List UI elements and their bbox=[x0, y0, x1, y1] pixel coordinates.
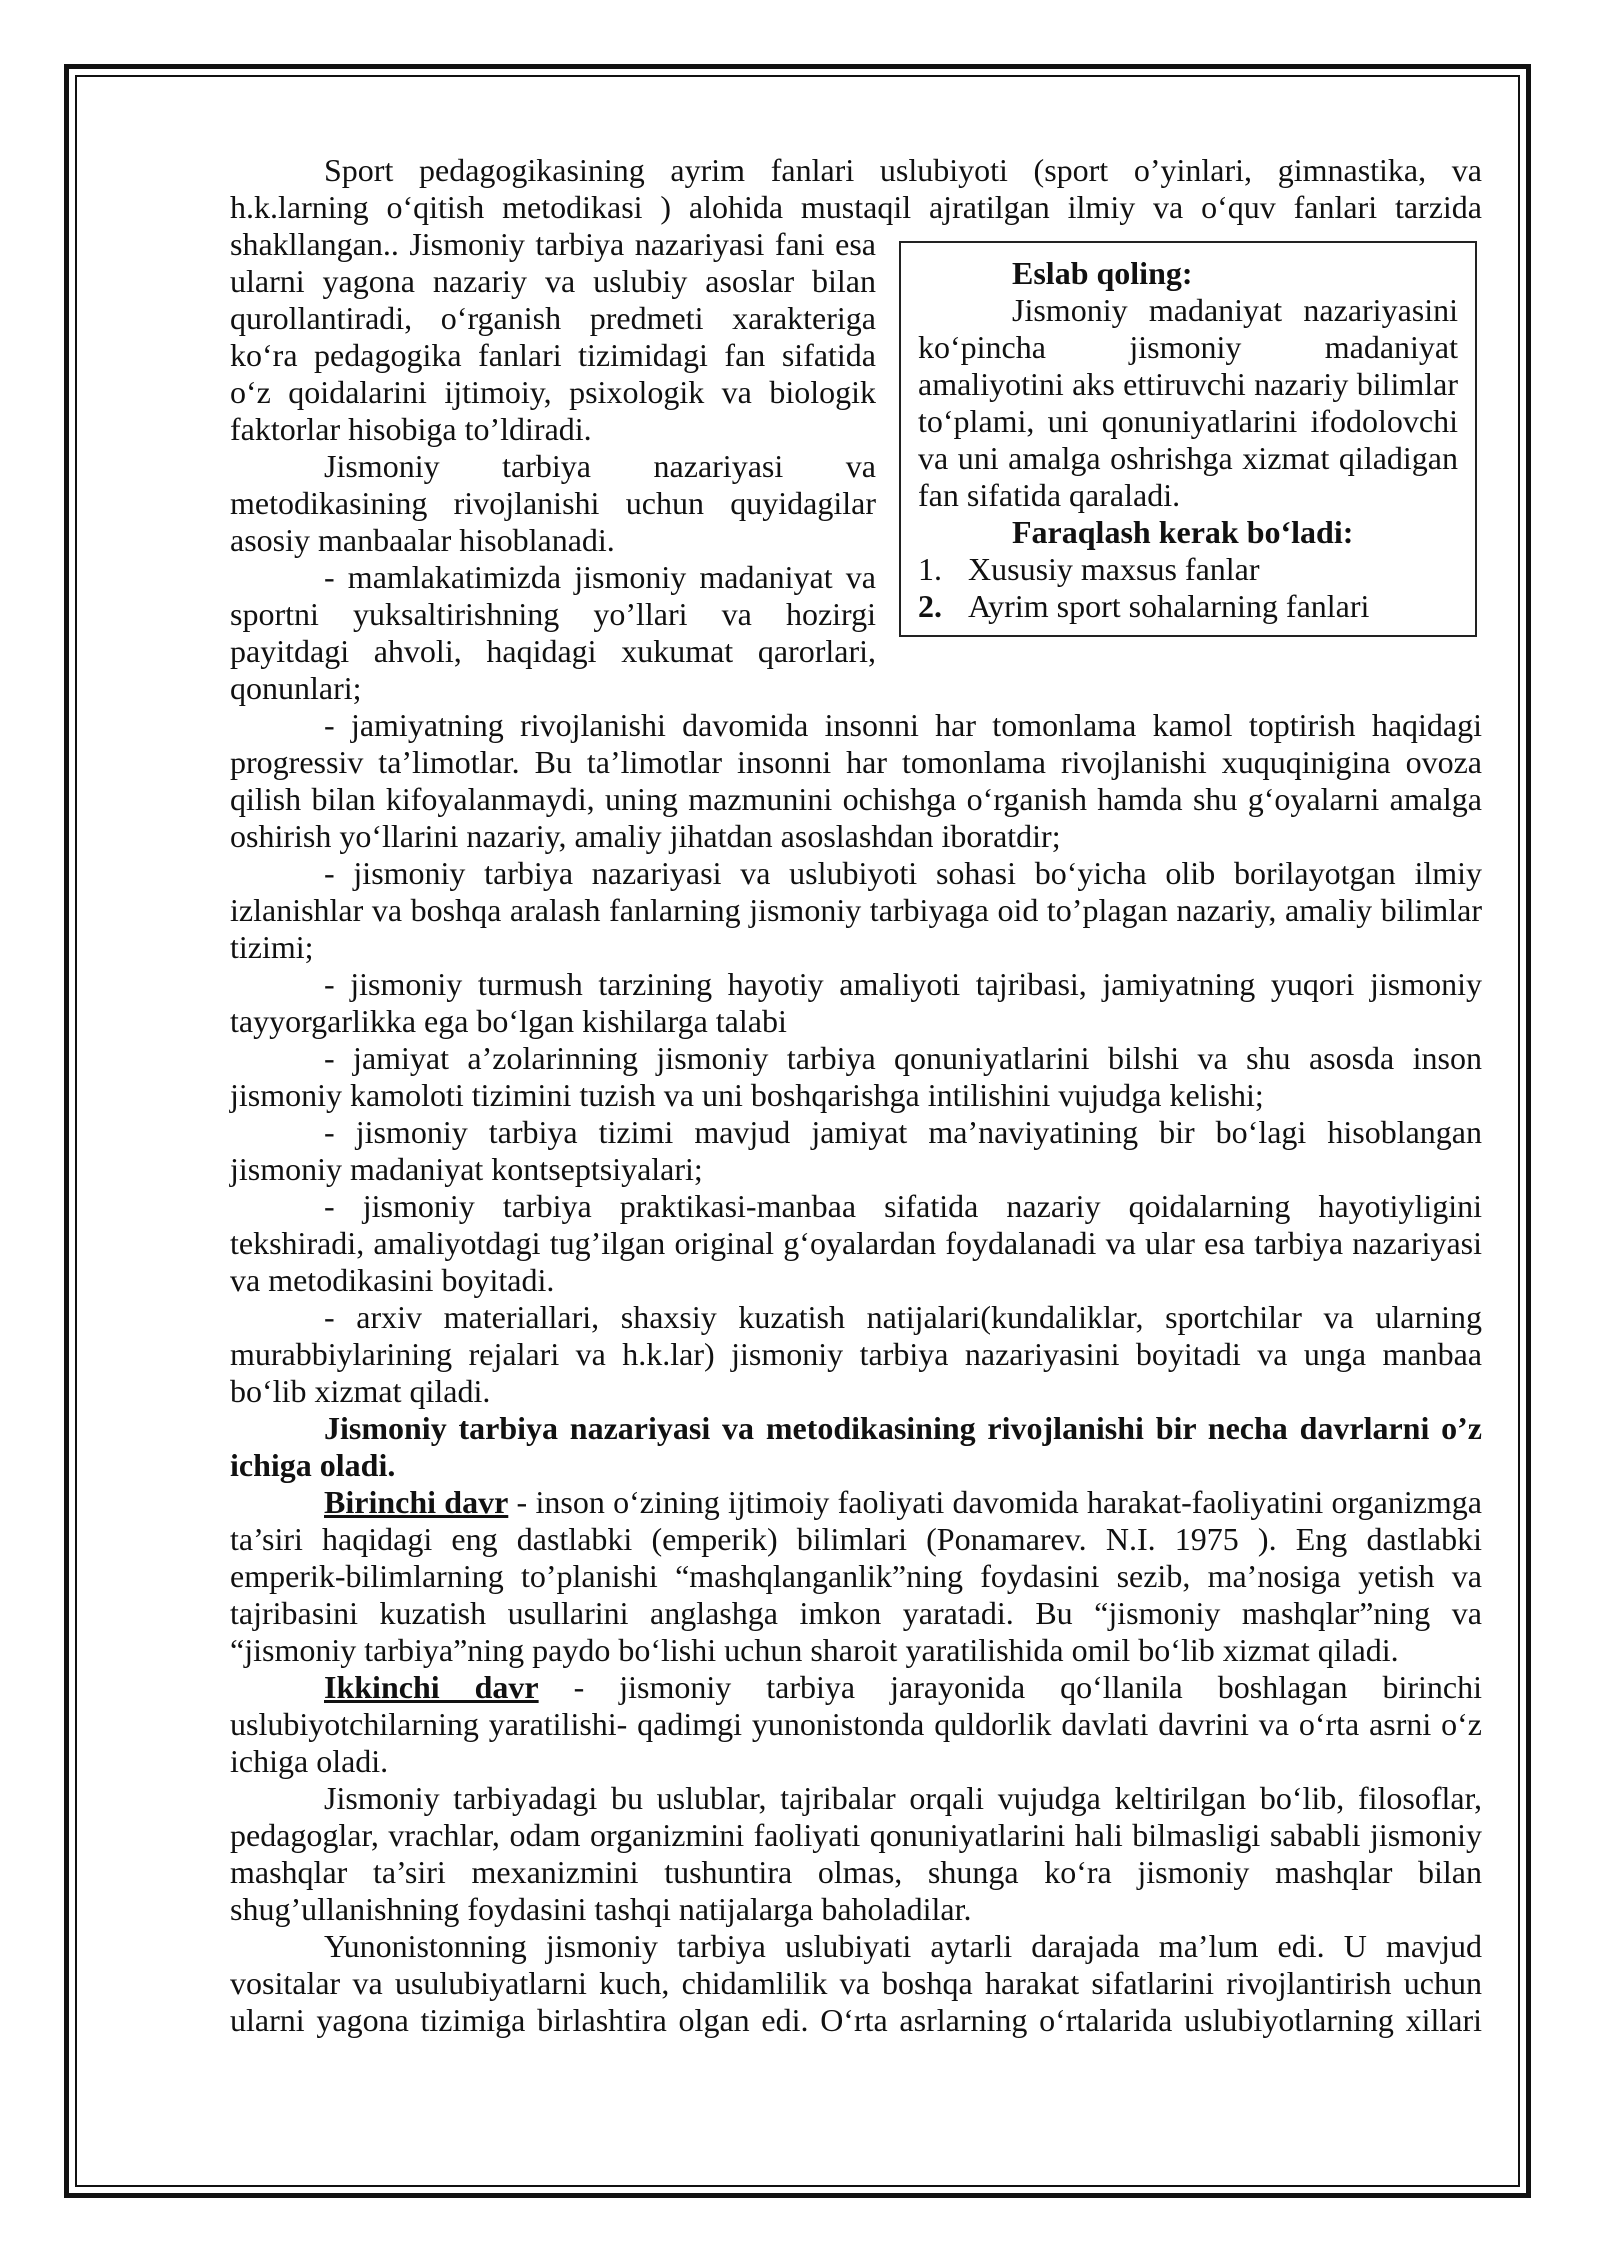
source-list-item: - jismoniy tarbiya praktikasi-manbaa sifatida nazariy qoidalarning hayotiyligini tekshiradi, amaliyotdagi tug’ilgan original g‘oyalardan foydalanadi va ular esa tarbiya nazariyasi va metodikasini boyitadi. bbox=[230, 1188, 1482, 1298]
source-list-item: - arxiv materiallari, shaxsiy kuzatish natijalari(kundaliklar, sportchilar va ularning murabbiylarining rejalari va h.k.lar) jismoniy tarbiya nazariyasini boyitadi va unga manbaa bo‘lib xizmat qiladi. bbox=[230, 1299, 1482, 1409]
paragraph-second-period bbox=[230, 1669, 1482, 1780]
period-label: Ikkinchi davr bbox=[324, 1669, 539, 1705]
source-list-item: - jismoniy tarbiya tizimi mavjud jamiyat ma’naviyatining bir bo‘lagi hisoblangan jismoniy madaniyat kontseptsiyalari; bbox=[230, 1114, 1482, 1187]
source-list-item: - jamiyatning rivojlanishi davomida insonni har tomonlama kamol toptirish haqidagi progressiv ta’limotlar. Bu ta’limotlar insonni har tomonlama rivojlanishi xuquqinigina ovoza qilish bilan kifoyalanmaydi, uning mazmunini ochishga o‘rganish hamda shu g‘oyalarni amalga oshirish yo‘llarini nazariy, amaliy jihatdan asoslashdan iboratdir; bbox=[230, 707, 1482, 854]
period-text: - jismoniy tarbiya jarayonida qo‘llanila boshlagan birinchi uslubiyotchilarning yaratilishi- qadimgi yunonistonda quldorlik davlati davrini va o‘rta asrni o‘z ichiga oladi. bbox=[230, 1669, 1483, 1779]
remember-box bbox=[899, 241, 1477, 637]
paragraph-sources-intro: Jismoniy tarbiya nazariyasi va metodikasining rivojlanishi uchun quyidagilar asosiy manbaalar hisoblanadi. bbox=[230, 448, 876, 558]
source-list-item: - jamiyat a’zolarinning jismoniy tarbiya qonuniyatlarini bilshi va shu asosda inson jismoniy kamoloti tizimini tuzish va uni boshqarishga intilishini vujudga kelishi; bbox=[230, 1040, 1482, 1113]
paragraph-methods: Jismoniy tarbiyadagi bu uslublar, tajribalar orqali vujudga keltirilgan bo‘lib, filosoflar, pedagoglar, vrachlar, odam organizmini faoliyati qonuniyatlarini hali bilmasligi sababli jismoniy mashqlar ta’siri mexanizmini tushuntira olmas, shunga ko‘ra jismoniy mashqlar bilan shug’ullanishning foydasini tashqi natijalarga baholadilar. bbox=[230, 1780, 1482, 1927]
period-text: - inson o‘zining ijtimoiy faoliyati davomida harakat-faoliyatini organizmga ta’siri haqidagi eng dastlabki (emperik) bilimlari (Ponamarev. N.I. 1975 ). Eng dastlabki emperik-bilimlarning to’planishi “mashqlanganlik”ning foydasini sezib, ma’nosiga yetish va tajribasini kuzatish usullarini anglashga imkon yaratadi. Bu “jismoniy mashqlar”ning va “jismoniy tarbiya”ning paydo bo‘lishi uchun sharoit yaratilishida omil bo‘lib xizmat qiladi. bbox=[230, 1484, 1482, 1668]
paragraph-greece: Yunonistonning jismoniy tarbiya uslubiyati aytarli darajada ma’lum edi. U mavjud vositalar va usulubiyatlarni kuch, chidamlilik va boshqa harakat sifatlarini rivojlantirish uchun ularni yagona tizimiga birlashtira olgan edi. O‘rta asrlarning o‘rtalarida uslubiyotlarning xillari bbox=[230, 1928, 1482, 2038]
source-list-item: - jismoniy turmush tarzining hayotiy amaliyoti tajribasi, jamiyatning yuqori jismoniy tayyorgarlikka ega bo‘lgan kishilarga talabi bbox=[230, 966, 1482, 1039]
period-label: Birinchi davr bbox=[324, 1484, 509, 1520]
remember-box-title: Eslab qoling: bbox=[1012, 255, 1193, 291]
paragraph-intro: Sport pedagogikasining ayrim fanlari uslubiyoti (sport o’yinlari, gimnastika, va h.k.larning o‘qitish metodikasi ) alohida mustaqil ajratilgan ilmiy va o‘quv fanlari tarzida shakllangan.. Jismoniy tarbiya nazariyasi fani esa ularni yagona nazariy va uslubiy asoslar bilan qurollantiradi, o‘rganish predmeti xarakteriga ko‘ra pedagogika fanlari tizimidagi fan sifatida o‘z qoidalarini ijtimoiy, psixologik va biologik faktorlar hisobiga to’ldiradi. bbox=[230, 152, 1482, 447]
remember-box-list-item bbox=[918, 551, 1458, 588]
list-item-number: 2. bbox=[918, 588, 942, 624]
remember-box-subtitle: Faraqlash kerak bo‘ladi: bbox=[1012, 514, 1354, 550]
source-list-item: - jismoniy tarbiya nazariyasi va uslubiyoti sohasi bo‘yicha olib borilayotgan ilmiy izlanishlar va boshqa aralash fanlarning jismoniy tarbiyaga oid to’plagan nazariy, amaliy bilimlar tizimi; bbox=[230, 855, 1482, 965]
remember-box-text: Jismoniy madaniyat nazariyasini ko‘pincha jismoniy madaniyat amaliyotini aks ettiruvchi nazariy bilimlar to‘plami, uni qonuniyatlarini ifodolovchi va uni amalga oshrishga xizmat qiladigan fan sifatida qaraladi. bbox=[918, 292, 1458, 513]
paragraph-first-period bbox=[230, 1484, 1482, 1669]
list-item-number: 1. bbox=[918, 551, 942, 587]
list-item-text: Xususiy maxsus fanlar bbox=[968, 551, 1260, 587]
section-heading: Jismoniy tarbiya nazariyasi va metodikasining rivojlanishi bir necha davrlarni o’z ichiga oladi. bbox=[230, 1410, 1482, 1483]
source-list-item: - mamlakatimizda jismoniy madaniyat va sportni yuksaltirishning yo’llari va hozirgi payitdagi ahvoli, haqidagi xukumat qarorlari, qonunlari; bbox=[230, 559, 876, 706]
document-body bbox=[230, 152, 1482, 2039]
remember-box-list-item bbox=[918, 588, 1458, 625]
list-item-text: Ayrim sport sohalarning fanlari bbox=[968, 588, 1370, 624]
